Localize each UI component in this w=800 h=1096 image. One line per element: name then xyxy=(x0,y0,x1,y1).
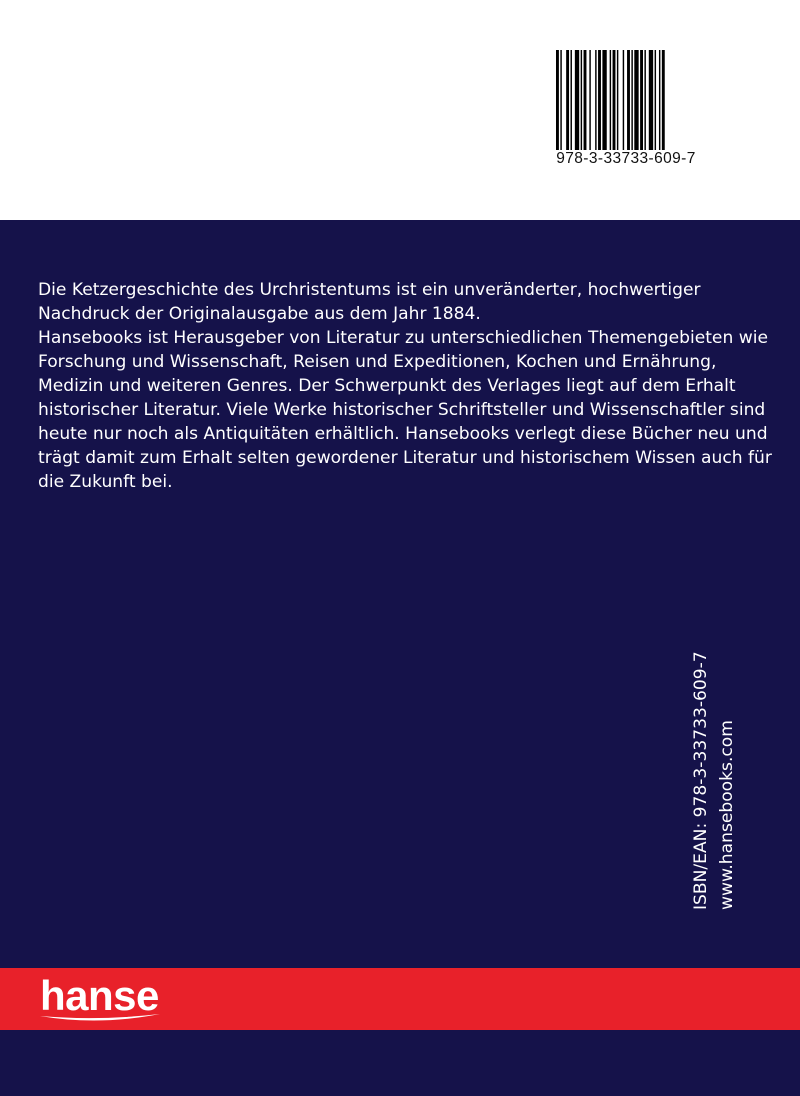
barcode-bar xyxy=(634,50,638,150)
description-line: Die Ketzergeschichte des Urchristentums ist ein unveränderter, hochwertiger xyxy=(38,280,701,300)
logo-swoosh-icon xyxy=(38,1012,162,1024)
barcode-bar xyxy=(575,50,579,150)
barcode-bar xyxy=(644,50,645,150)
isbn-text: ISBN/EAN: 978-3-33733-609-7 xyxy=(691,651,711,910)
description-line: die Zukunft bei. xyxy=(38,472,173,492)
barcode-bar xyxy=(649,50,653,150)
barcode-bar xyxy=(581,50,582,150)
barcode-bar xyxy=(655,50,656,150)
description-line: Hansebooks ist Herausgeber von Literatur zu unterschiedlichen Themengebieten wie xyxy=(38,328,768,348)
barcode-bar xyxy=(662,50,665,150)
bottom-strip xyxy=(0,1030,800,1096)
barcode-bar xyxy=(631,50,632,150)
barcode-bar xyxy=(584,50,587,150)
description-line: heute nur noch als Antiquitäten erhältlich. Hansebooks verlegt diese Bücher neu und xyxy=(38,424,768,444)
barcode-bar xyxy=(640,50,643,150)
barcode-bar xyxy=(595,50,596,150)
barcode-bar xyxy=(571,50,572,150)
barcode-bar xyxy=(556,50,559,150)
barcode-bar xyxy=(623,50,624,150)
barcode-bar xyxy=(627,50,630,150)
barcode-bar xyxy=(566,50,569,150)
barcode xyxy=(546,42,706,172)
description-line: historischer Literatur. Viele Werke historischer Schriftsteller und Wissenschaftler sind xyxy=(38,400,766,420)
description-line: Forschung und Wissenschaft, Reisen und Expeditionen, Kochen und Ernährung, xyxy=(38,352,717,372)
barcode-number: 978-3-33733-609-7 xyxy=(556,150,696,167)
publisher-logo: hanse xyxy=(40,972,159,1019)
book-description xyxy=(38,278,772,494)
website-text: www.hansebooks.com xyxy=(717,720,737,910)
barcode-bar xyxy=(617,50,618,150)
barcode-bar xyxy=(659,50,660,150)
barcode-bar xyxy=(560,50,561,150)
barcode-bars xyxy=(556,50,694,150)
barcode-bar xyxy=(610,50,611,150)
description-line: trägt damit zum Erhalt selten gewordener Literatur und historischem Wissen auch für xyxy=(38,448,772,468)
description-line: Nachdruck der Originalausgabe aus dem Jahr 1884. xyxy=(38,304,481,324)
description-line: Medizin und weiteren Genres. Der Schwerpunkt des Verlages liegt auf dem Erhalt xyxy=(38,376,736,396)
barcode-bar xyxy=(602,50,606,150)
barcode-bar xyxy=(613,50,616,150)
vertical-imprint xyxy=(688,651,740,910)
barcode-bar xyxy=(589,50,590,150)
barcode-bar xyxy=(598,50,601,150)
